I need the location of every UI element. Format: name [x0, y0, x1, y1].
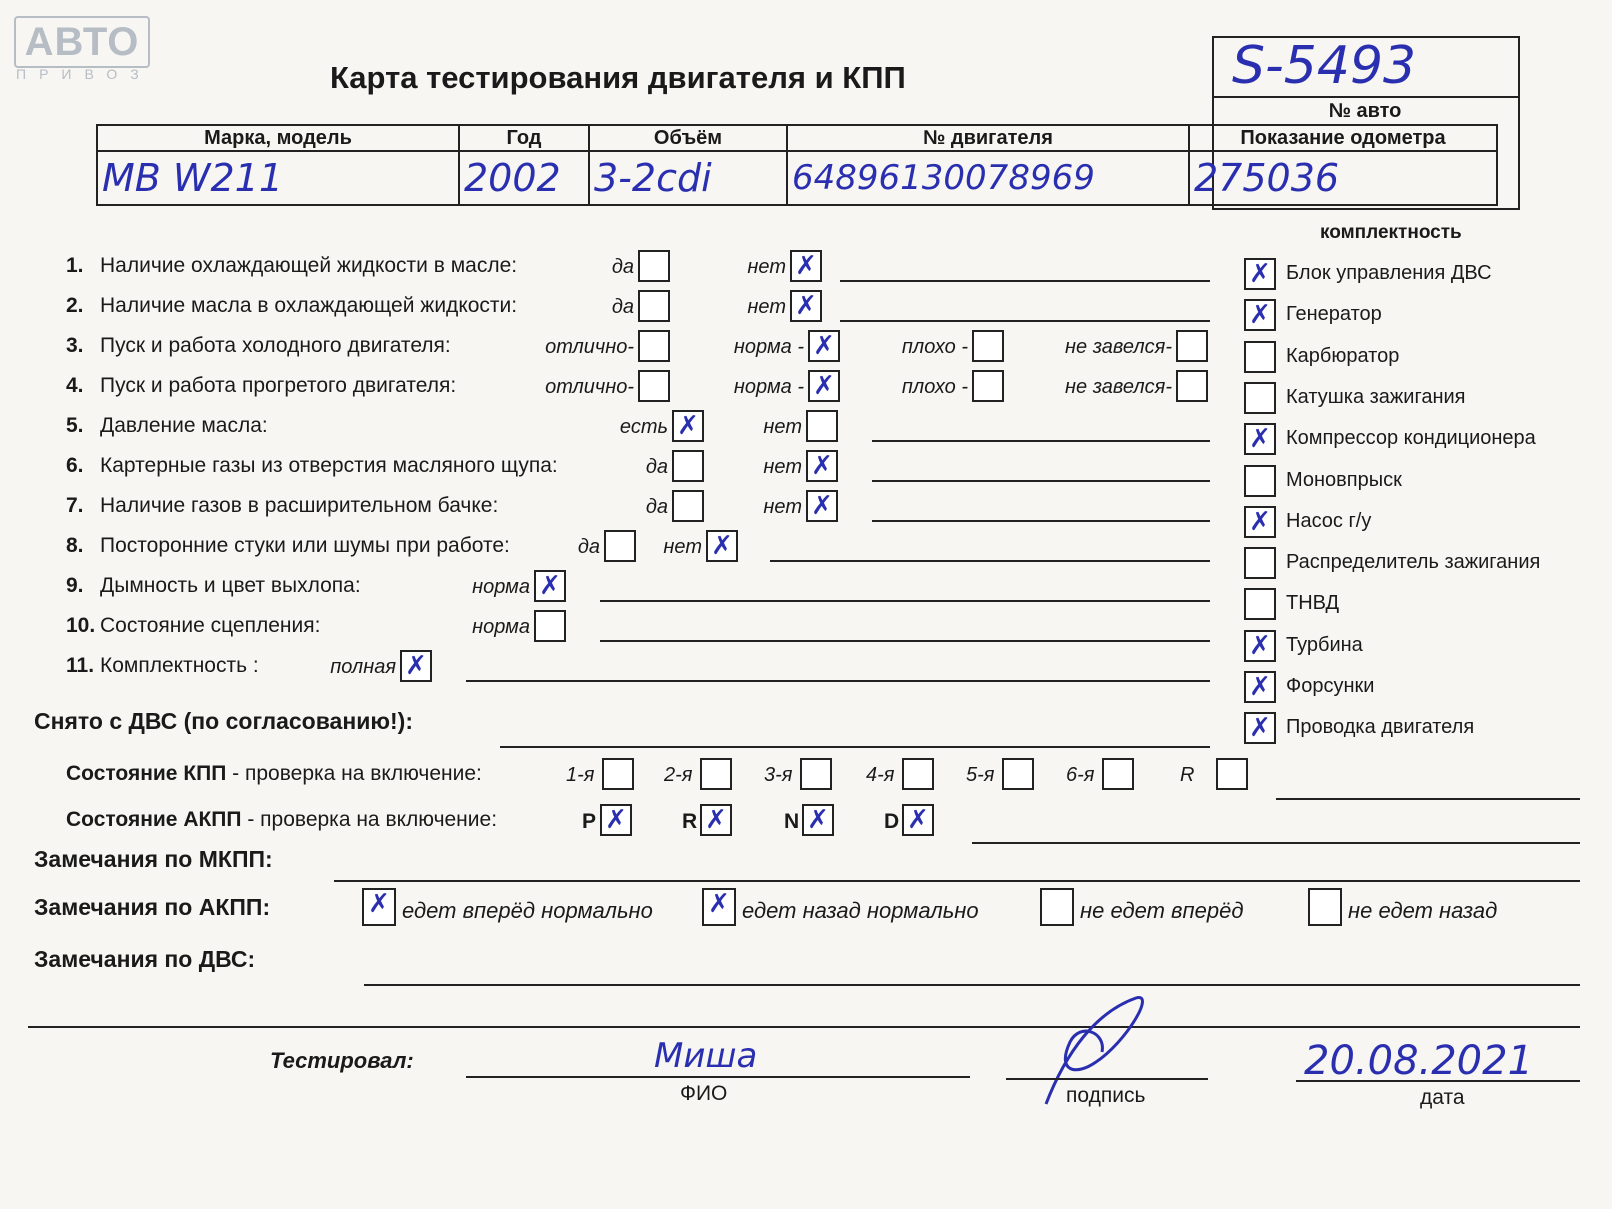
akpp-remark-label: едет назад нормально [742, 898, 979, 923]
option-label: нет [763, 496, 802, 518]
remarks-dvs-label: Замечания по ДВС: [34, 946, 256, 972]
akpp-label [66, 808, 497, 832]
answer-line [872, 520, 1210, 522]
komplektnost-checkbox[interactable]: ✗ [1244, 712, 1276, 744]
option-label: нет [763, 456, 802, 478]
option-label: да [611, 256, 634, 278]
komplektnost-item: Генератор [1286, 303, 1382, 326]
answer-line [872, 440, 1210, 442]
answer-line [872, 480, 1210, 482]
akpp-gear-label: R [682, 810, 698, 833]
option-checkbox[interactable] [972, 330, 1004, 362]
komplektnost-item: Турбина [1286, 633, 1363, 656]
year-value: 2002 [459, 151, 589, 205]
akpp-remark-checkbox[interactable]: ✗ [362, 888, 396, 926]
item-number: 5. [66, 414, 84, 437]
option-label: да [611, 296, 634, 318]
answer-line [770, 560, 1210, 562]
akpp-label-rest: - проверка на включение: [241, 808, 498, 831]
akpp-remark-checkbox[interactable] [1040, 888, 1074, 926]
akpp-label-bold: Состояние АКПП [66, 808, 242, 831]
option-checkbox[interactable] [972, 370, 1004, 402]
kpp-gear-label: 2-я [664, 764, 693, 786]
komplektnost-item: Катушка зажигания [1286, 385, 1466, 408]
item-number: 11. [66, 654, 95, 677]
option-label: норма [472, 616, 530, 638]
komplektnost-checkbox[interactable]: ✗ [1244, 299, 1276, 331]
option-checkbox[interactable] [638, 330, 670, 362]
komplektnost-checkbox[interactable]: ✗ [1244, 630, 1276, 662]
option-checkbox[interactable]: ✗ [808, 370, 840, 402]
signature-label: подпись [1066, 1084, 1146, 1107]
option-label: не завелся- [1065, 376, 1172, 398]
answer-line [600, 640, 1210, 642]
answer-line [840, 320, 1210, 322]
header-col-odometer: Показание одометра [1189, 125, 1497, 151]
kpp-gear-checkbox[interactable] [602, 758, 634, 790]
option-checkbox[interactable] [672, 490, 704, 522]
engine-number-value: 64896130078969 [787, 151, 1189, 205]
item-question: Наличие охлаждающей жидкости в масле: [100, 254, 518, 277]
komplektnost-checkbox[interactable] [1244, 465, 1276, 497]
item-question: Состояние сцепления: [100, 614, 321, 637]
date-value: 20.08.2021 [1304, 1038, 1534, 1084]
answer-line [466, 680, 1210, 682]
option-checkbox[interactable] [638, 290, 670, 322]
option-checkbox[interactable]: ✗ [534, 570, 566, 602]
tested-by-label: Тестировал: [270, 1048, 414, 1073]
header-col-year: Год [459, 125, 589, 151]
akpp-gear-label: D [884, 810, 900, 833]
answer-line [600, 600, 1210, 602]
remarks-extra-line [28, 1026, 1580, 1028]
komplektnost-checkbox[interactable]: ✗ [1244, 258, 1276, 290]
remarks-akpp-label: Замечания по АКПП: [34, 894, 271, 920]
remarks-mkpp-line [334, 880, 1580, 882]
logo: АВТО [14, 16, 150, 68]
kpp-gear-label: 6-я [1066, 764, 1095, 786]
kpp-line [1276, 798, 1580, 800]
remarks-dvs-line [364, 984, 1580, 986]
komplektnost-item: Компрессор кондиционера [1286, 427, 1536, 450]
item-number: 3. [66, 334, 84, 357]
kpp-gear-checkbox[interactable] [1216, 758, 1248, 790]
kpp-label-bold: Состояние КПП [66, 762, 227, 785]
option-label: нет [763, 416, 802, 438]
option-label: да [577, 536, 600, 558]
kpp-gear-checkbox[interactable] [902, 758, 934, 790]
option-label: плохо - [901, 376, 968, 398]
option-label: нет [663, 536, 702, 558]
option-label: да [645, 496, 668, 518]
komplektnost-checkbox[interactable] [1244, 382, 1276, 414]
option-checkbox[interactable]: ✗ [806, 450, 838, 482]
option-label: не завелся- [1065, 336, 1172, 358]
komplektnost-item: Моновпрыск [1286, 468, 1402, 491]
signature-line [1006, 1078, 1208, 1080]
komplektnost-checkbox[interactable] [1244, 588, 1276, 620]
item-question: Давление масла: [100, 414, 268, 437]
kpp-label-rest: - проверка на включение: [226, 762, 482, 785]
item-question: Посторонние стуки или шумы при работе: [100, 534, 510, 557]
kpp-gear-label: 3-я [764, 764, 793, 786]
komplektnost-item: Насос г/у [1286, 509, 1372, 532]
kpp-gear-checkbox[interactable] [700, 758, 732, 790]
item-number: 9. [66, 574, 84, 597]
fio-label: ФИО [680, 1082, 728, 1105]
item-question: Дымность и цвет выхлопа: [100, 574, 361, 597]
item-number: 4. [66, 374, 84, 397]
akpp-line [972, 842, 1580, 844]
komplektnost-checkbox[interactable]: ✗ [1244, 671, 1276, 703]
kpp-gear-checkbox[interactable] [800, 758, 832, 790]
header-col-volume: Объём [589, 125, 787, 151]
removed-from-engine-label: Снято с ДВС (по согласованию!): [34, 708, 413, 734]
akpp-gear-checkbox[interactable]: ✗ [902, 804, 934, 836]
option-label: отлично- [545, 336, 634, 358]
kpp-gear-checkbox[interactable] [1002, 758, 1034, 790]
kpp-gear-label: 1-я [566, 764, 595, 786]
item-question: Комплектность : [100, 654, 259, 677]
remarks-mkpp-label: Замечания по МКПП: [34, 846, 273, 872]
page-title: Карта тестирования двигателя и КПП [330, 60, 906, 95]
kpp-gear-label: 5-я [966, 764, 995, 786]
option-checkbox[interactable]: ✗ [706, 530, 738, 562]
option-checkbox[interactable]: ✗ [806, 490, 838, 522]
kpp-label [66, 762, 482, 786]
item-question: Наличие газов в расширительном бачке: [100, 494, 499, 517]
akpp-gear-label: P [582, 810, 597, 833]
vehicle-header-table [96, 124, 1498, 206]
option-label: да [645, 456, 668, 478]
option-checkbox[interactable]: ✗ [808, 330, 840, 362]
option-checkbox[interactable]: ✗ [790, 290, 822, 322]
option-checkbox[interactable] [638, 250, 670, 282]
item-number: 6. [66, 454, 84, 477]
item-number: 7. [66, 494, 84, 517]
option-label: норма - [733, 376, 804, 398]
option-label: есть [619, 416, 668, 438]
kpp-gear-label: R [1180, 764, 1195, 786]
date-label: дата [1420, 1086, 1465, 1109]
fio-value: Миша [654, 1036, 758, 1076]
option-checkbox[interactable]: ✗ [672, 410, 704, 442]
volume-value: 3-2cdi [589, 151, 787, 205]
option-label: норма [472, 576, 530, 598]
option-label: норма - [733, 336, 804, 358]
komplektnost-checkbox[interactable] [1244, 547, 1276, 579]
akpp-remark-checkbox[interactable]: ✗ [702, 888, 736, 926]
komplektnost-item: Блок управления ДВС [1286, 262, 1492, 284]
removed-line [500, 746, 1210, 748]
kpp-gear-checkbox[interactable] [1102, 758, 1134, 790]
item-number: 8. [66, 534, 84, 557]
kpp-gear-label: 4-я [866, 764, 895, 786]
option-checkbox[interactable] [1176, 330, 1208, 362]
akpp-gear-checkbox[interactable]: ✗ [600, 804, 632, 836]
item-number: 10. [66, 614, 96, 637]
komplektnost-title: комплектность [1320, 222, 1462, 243]
akpp-gear-label: N [784, 810, 800, 833]
akpp-remark-checkbox[interactable] [1308, 888, 1342, 926]
item-question: Пуск и работа прогретого двигателя: [100, 374, 457, 397]
akpp-gear-checkbox[interactable]: ✗ [700, 804, 732, 836]
komplektnost-item: Распределитель зажигания [1286, 551, 1541, 574]
komplektnost-item: Карбюратор [1286, 344, 1400, 367]
option-checkbox[interactable] [638, 370, 670, 402]
komplektnost-checkbox[interactable] [1244, 341, 1276, 373]
option-label: нет [747, 256, 786, 278]
komplektnost-item: ТНВД [1286, 592, 1340, 615]
header-col-model: Марка, модель [97, 125, 459, 151]
option-checkbox[interactable] [806, 410, 838, 442]
divider [1212, 96, 1518, 98]
item-question: Наличие масла в охлаждающей жидкости: [100, 294, 518, 317]
header-col-engine-no: № двигателя [787, 125, 1189, 151]
akpp-remark-label: не едет вперёд [1080, 898, 1244, 923]
option-checkbox[interactable] [1176, 370, 1208, 402]
akpp-remark-label: не едет назад [1348, 898, 1498, 923]
option-label: плохо - [901, 336, 968, 358]
auto-number-label: № авто [1328, 100, 1402, 122]
odometer-value: 275036 [1189, 151, 1497, 205]
option-checkbox[interactable] [534, 610, 566, 642]
fio-line [466, 1076, 970, 1078]
item-question: Пуск и работа холодного двигателя: [100, 334, 451, 357]
komplektnost-item: Проводка двигателя [1286, 716, 1475, 739]
option-checkbox[interactable] [672, 450, 704, 482]
date-line [1296, 1080, 1580, 1082]
option-label: нет [747, 296, 786, 318]
auto-number-value: S-5493 [1232, 36, 1417, 96]
item-number: 2. [66, 294, 84, 317]
item-number: 1. [66, 254, 84, 277]
komplektnost-checkbox[interactable]: ✗ [1244, 506, 1276, 538]
logo-subtitle: ПРИВОЗ [16, 66, 152, 82]
akpp-remark-label: едет вперёд нормально [402, 898, 653, 923]
akpp-gear-checkbox[interactable]: ✗ [802, 804, 834, 836]
option-checkbox[interactable]: ✗ [790, 250, 822, 282]
komplektnost-item: Форсунки [1286, 675, 1375, 697]
option-label: полная [330, 656, 396, 678]
item-question: Картерные газы из отверстия масляного щупа: [100, 454, 558, 477]
answer-line [840, 280, 1210, 282]
option-label: отлично- [545, 376, 634, 398]
komplektnost-checkbox[interactable]: ✗ [1244, 423, 1276, 455]
model-value: MB W211 [97, 151, 459, 205]
option-checkbox[interactable]: ✗ [400, 650, 432, 682]
